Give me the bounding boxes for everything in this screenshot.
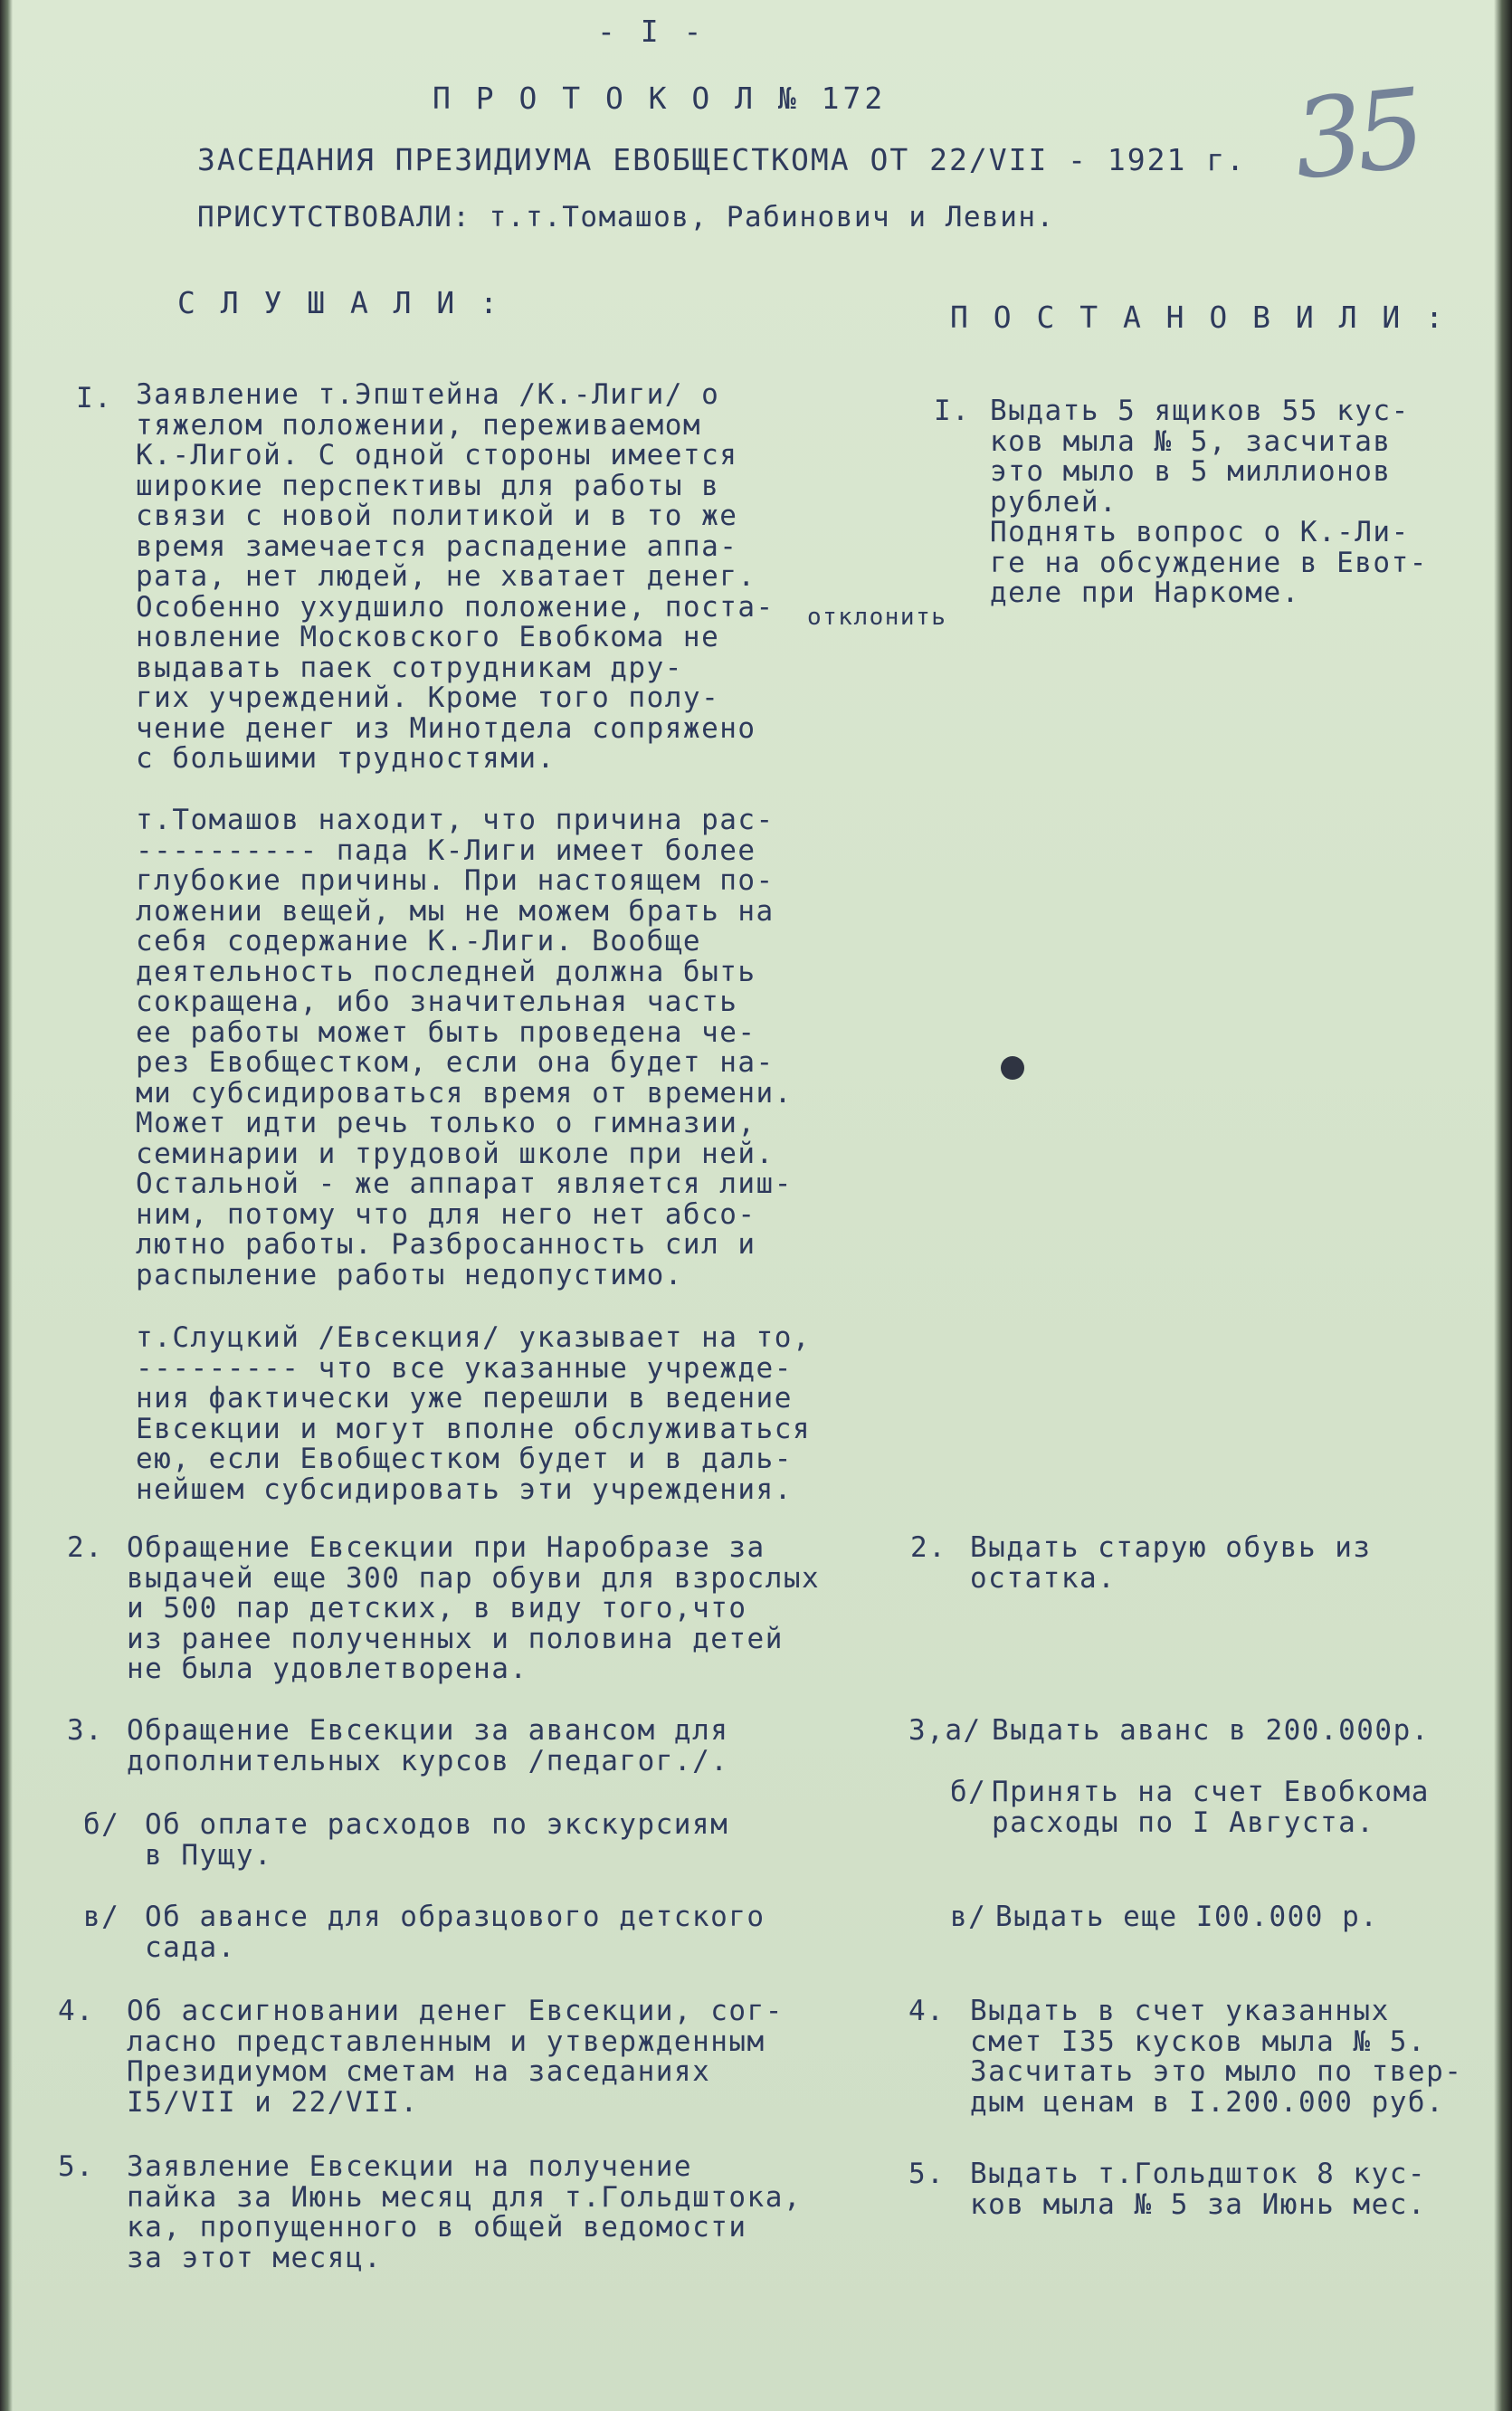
present-members: ПРИСУТСТВОВАЛИ: т.т.Томашов, Рабинович и Левин.: [197, 201, 1055, 233]
resolved-item-3c-number: в/: [950, 1901, 987, 1933]
heard-item-5-number: 5.: [58, 2150, 95, 2183]
handwritten-page-number: 35: [1288, 66, 1424, 205]
heard-item-4-number: 4.: [58, 1995, 95, 2027]
ink-blot: [1001, 1056, 1024, 1080]
heard-item-4-text: Об ассигновании денег Евсекции, сог- ласно представленным и утвержденным Президиумом сметам на заседаниях I5/VII и 22/VII.: [127, 1995, 784, 2119]
resolved-item-5-number: 5.: [908, 2158, 946, 2190]
heard-item-3-text: Обращение Евсекции за авансом для дополнительных курсов /педагог./.: [127, 1714, 729, 1777]
resolved-item-3c-text: Выдать еще I00.000 р.: [995, 1901, 1379, 1933]
heard-item-5-text: Заявление Евсекции на получение пайка за Июнь месяц для т.Гольдштока, ка, пропущенного в общей ведомости за этот месяц.: [127, 2150, 803, 2274]
resolved-item-3a-number: 3,а/: [908, 1714, 982, 1747]
document-title: П Р О Т О К О Л № 172: [433, 81, 887, 116]
resolved-item-3b-text: Принять на счет Евобкома расходы по I Августа.: [992, 1776, 1430, 1839]
scan-edge-right: [1494, 0, 1512, 2411]
heard-item-2-number: 2.: [67, 1531, 104, 1564]
scan-edge-left: [0, 0, 13, 2411]
heard-item-3b-text: Об оплате расходов по экскурсиям в Пущу.: [145, 1808, 729, 1872]
document-subtitle: ЗАСЕДАНИЯ ПРЕЗИДИУМА ЕВОБЩЕСТКОМА ОТ 22/VII - 1921 г.: [197, 142, 1246, 177]
margin-note: отклонить: [807, 604, 947, 631]
resolved-item-4-number: 4.: [908, 1995, 946, 2027]
resolved-item-1-number: I.: [934, 395, 971, 427]
resolved-item-5-text: Выдать т.Гольдшток 8 кус- ков мыла № 5 за Июнь мес.: [970, 2158, 1427, 2221]
heard-item-1-number: I.: [76, 382, 113, 415]
page-number: - I -: [597, 14, 706, 49]
resolved-item-3a-text: Выдать аванс в 200.000р.: [992, 1714, 1430, 1747]
resolved-item-4-text: Выдать в счет указанных смет I35 кусков мыла № 5. Засчитать это мыло по твер- дым ценам в I.200.000 руб.: [970, 1995, 1463, 2119]
heard-item-1-comment-slutsky: т.Слуцкий /Евсекция/ указывает на то, --------- что все указанные учрежде- ния фактически уже перешли в ведение Евсекции и могут вполне обслуживаться ею, если Евобщестком будет и в даль- нейшем субсидировать эти учреждения.: [136, 1321, 812, 1506]
heard-item-1-text: Заявление т.Эпштейна /К.-Лиги/ о тяжелом положении, переживаемом К.-Лигой. С одной стороны имеется широкие перспективы для работы в связи с новой политикой и в то же время замечается распадение аппа- рата, нет людей, не хватает денег. Особенно ухудшило положение, поста- новление Московского Евобкома не выдавать паек сотрудникам дру- гих учреждений. Кроме того полу- чение денег из Минотдела сопряжено с большими трудностями.: [136, 378, 775, 775]
heard-item-3c-number: в/: [83, 1901, 120, 1933]
heard-item-2-text: Обращение Евсекции при Наробразе за выдачей еще 300 пар обуви для взрослых и 500 пар детских, в виду того,что из ранее полученных и половина детей не была удовлетворена.: [127, 1531, 821, 1685]
resolved-heading: П О С Т А Н О В И Л И :: [950, 300, 1447, 335]
heard-item-3c-text: Об авансе для образцового детского сада.: [145, 1901, 766, 1964]
heard-item-3b-number: б/: [83, 1808, 120, 1841]
resolved-item-2-text: Выдать старую обувь из остатка.: [970, 1531, 1372, 1595]
heard-item-1-comment-tomashov: т.Томашов находит, что причина рас- ---------- пада К-Лиги имеет более глубокие причины. При настоящем по- ложении вещей, мы не можем брать на себя содержание К.-Лиги. Вообще деятельность последней должна быть сокращена, ибо значительная часть ее работы может быть проведена че- рез Евобщестком, если она будет на- ми субсидироваться время от времени. Может идти речь только о гимназии, семинарии и трудовой школе при ней. Остальной - же аппарат является лиш- ним, потому что для него нет абсо- лютно работы. Разбросанность сил и распыление работы недопустимо.: [136, 804, 793, 1291]
heard-heading: С Л У Ш А Л И :: [177, 285, 502, 320]
heard-item-3-number: 3.: [67, 1714, 104, 1747]
resolved-item-2-number: 2.: [910, 1531, 947, 1564]
resolved-item-1-text: Выдать 5 ящиков 55 кус- ков мыла № 5, засчитав это мыло в 5 миллионов рублей. Поднять вопрос о К.-Ли- ге на обсуждение в Евот- деле при Наркоме.: [990, 395, 1428, 609]
resolved-item-3b-number: б/: [950, 1776, 987, 1808]
